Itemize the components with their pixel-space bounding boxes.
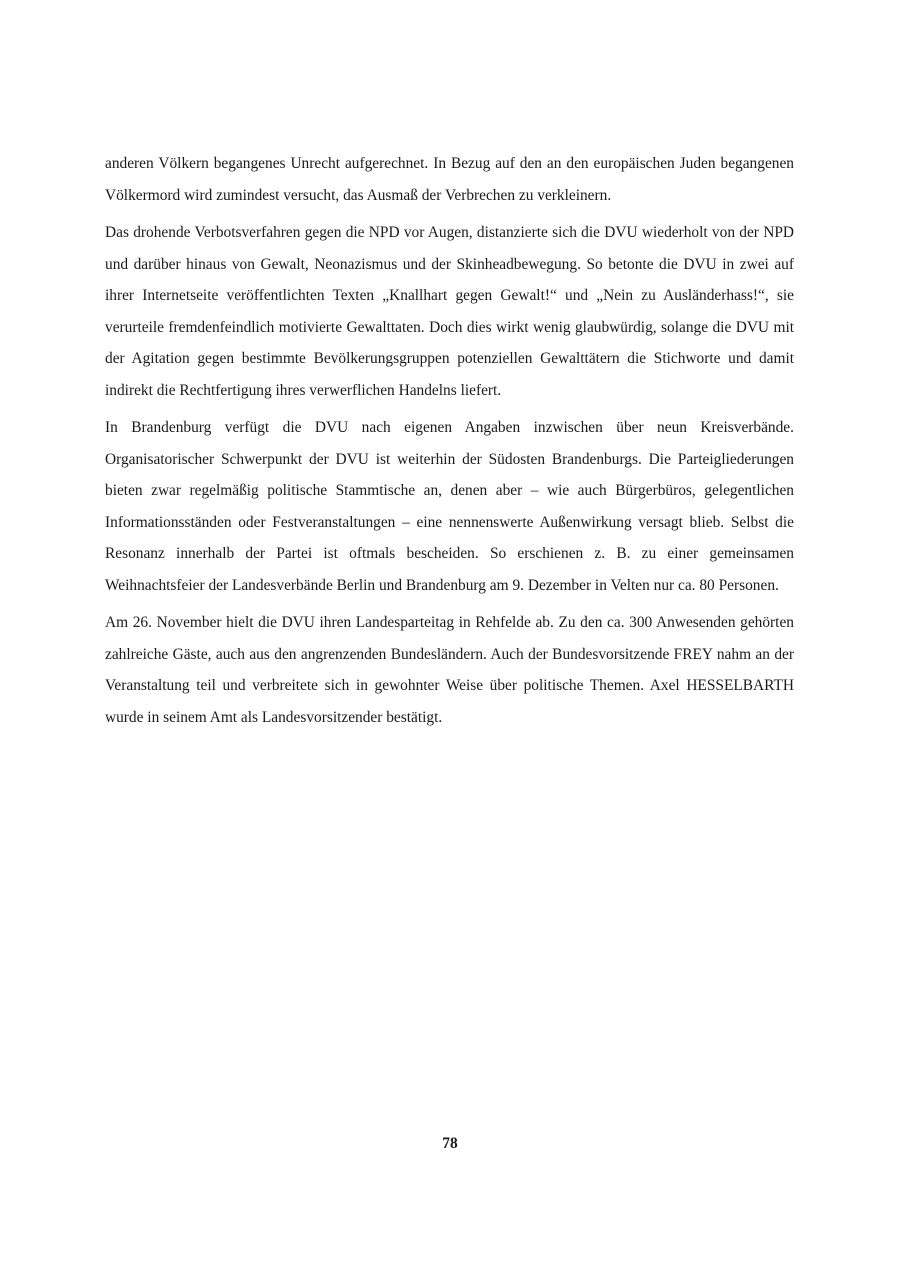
paragraph-2: Das drohende Verbotsverfahren gegen die NPD vor Augen, distanzierte sich die DVU wiederholt von der NPD und darüber hinaus von Gewalt, Neonazismus und der Skinheadbewegung. So betonte die DVU in zwei auf ihrer Internetseite veröffentlichten Texten „Knallhart gegen Gewalt!“ und „Nein zu Ausländerhass!“, sie verurteile fremdenfeindlich motivierte Gewalttaten. Doch dies wirkt wenig glaubwürdig, solange die DVU mit der Agitation gegen bestimmte Bevölkerungsgruppen potenziellen Gewalttätern die Stichworte und damit indirekt die Rechtfertigung ihres verwerflichen Handelns liefert.: [105, 224, 794, 399]
page-number: 78: [442, 1135, 458, 1152]
paragraph-1: anderen Völkern begangenes Unrecht aufgerechnet. In Bezug auf den an den europäischen Juden begangenen Völkermord wird zumindest versucht, das Ausmaß der Verbrechen zu verkleinern.: [105, 155, 794, 204]
body-text: [105, 148, 794, 739]
paragraph-4: Am 26. November hielt die DVU ihren Landesparteitag in Rehfelde ab. Zu den ca. 300 Anwesenden gehörten zahlreiche Gäste, auch aus den angrenzenden Bundesländern. Auch der Bundesvorsitzende FREY nahm an der Veranstaltung teil und verbreitete sich in gewohnter Weise über politische Themen. Axel HESSELBARTH wurde in seinem Amt als Landesvorsitzender bestätigt.: [105, 614, 794, 726]
paragraph-3: In Brandenburg verfügt die DVU nach eigenen Angaben inzwischen über neun Kreisverbände. Organisatorischer Schwerpunkt der DVU ist weiterhin der Südosten Brandenburgs. Die Parteigliederungen bieten zwar regelmäßig politische Stammtische an, denen aber – wie auch Bürgerbüros, gelegentlichen Informationsständen oder Festveranstaltungen – eine nennenswerte Außenwirkung versagt blieb. Selbst die Resonanz innerhalb der Partei ist oftmals bescheiden. So erschienen z. B. zu einer gemeinsamen Weihnachtsfeier der Landesverbände Berlin und Brandenburg am 9. Dezember in Velten nur ca. 80 Personen.: [105, 419, 794, 594]
